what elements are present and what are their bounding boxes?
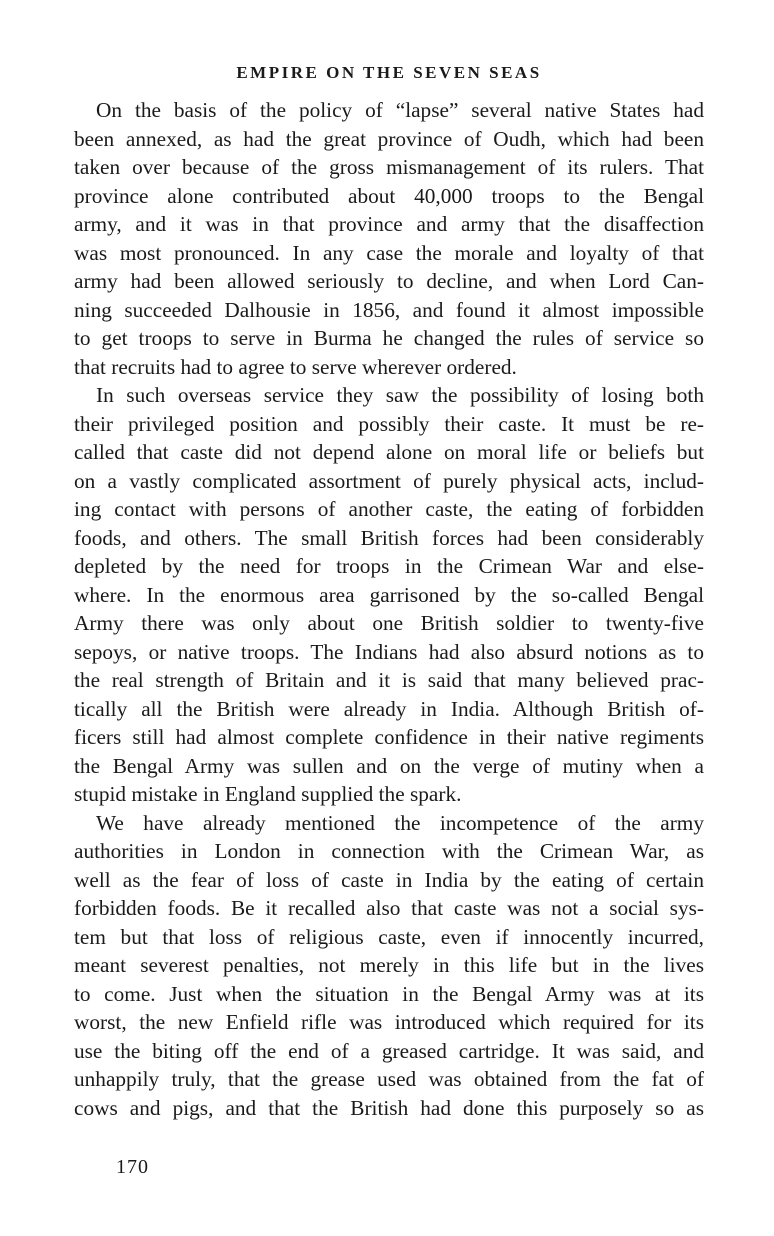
text-line: that recruits had to agree to serve wherever ordered.	[74, 354, 517, 379]
text-line: army, and it was in that province and army that the disaffection	[74, 212, 704, 236]
text-line: Army there was only about one British soldier to twenty-five	[74, 611, 704, 635]
paragraph	[74, 381, 704, 809]
text-line: stupid mistake in England supplied the spark.	[74, 782, 462, 806]
text-line: well as the fear of loss of caste in India by the eating of certain	[74, 867, 704, 892]
text-line: to get troops to serve in Burma he changed the rules of service so	[74, 326, 704, 350]
text-line: depleted by the need for troops in the Crimean War and else-	[74, 554, 704, 578]
text-line: their privileged position and possibly their caste. It must be re-	[74, 411, 704, 436]
text-line: forbidden foods. Be it recalled also that caste was not a social sys-	[74, 896, 704, 920]
text-line: province alone contributed about 40,000 troops to the Bengal	[74, 183, 704, 208]
text-line: taken over because of the gross mismanagement of its rulers. That	[74, 155, 704, 179]
text-line: the Bengal Army was sullen and on the verge of mutiny when a	[74, 753, 704, 778]
running-head: EMPIRE ON THE SEVEN SEAS	[236, 63, 542, 82]
text-line: foods, and others. The small British forces had been considerably	[74, 525, 704, 550]
text-line: the real strength of Britain and it is said that many believed prac-	[74, 668, 704, 692]
text-line: use the biting off the end of a greased cartridge. It was said, and	[74, 1038, 704, 1063]
text-line: where. In the enormous area garrisoned by the so-called Bengal	[74, 582, 704, 607]
text-line: been annexed, as had the great province of Oudh, which had been	[74, 126, 704, 151]
text-line: On the basis of the policy of “lapse” several native States had	[96, 98, 704, 122]
text-line: meant severest penalties, not merely in this life but in the lives	[74, 953, 704, 977]
text-line: ning succeeded Dalhousie in 1856, and found it almost impossible	[74, 297, 704, 322]
text-line: was most pronounced. In any case the morale and loyalty of that	[74, 240, 704, 265]
text-line: worst, the new Enfield rifle was introduced which required for its	[74, 1010, 704, 1034]
text-line: We have already mentioned the incompetence of the army	[96, 810, 704, 835]
text-line: tically all the British were already in India. Although British of-	[74, 696, 704, 721]
text-line: called that caste did not depend alone on moral life or beliefs but	[74, 440, 704, 464]
text-line: sepoys, or native troops. The Indians had also absurd notions as to	[74, 639, 704, 664]
page	[74, 62, 704, 1122]
text-line: authorities in London in connection with the Crimean War, as	[74, 839, 704, 863]
text-line: tem but that loss of religious caste, even if innocently incurred,	[74, 924, 704, 949]
body-text	[74, 96, 704, 1122]
text-line: on a vastly complicated assortment of purely physical acts, includ-	[74, 468, 704, 493]
page-number: 170	[116, 1156, 149, 1178]
text-line: ficers still had almost complete confidence in their native regiments	[74, 725, 704, 749]
paragraph	[74, 96, 704, 381]
text-line: to come. Just when the situation in the Bengal Army was at its	[74, 981, 704, 1006]
text-line: In such overseas service they saw the possibility of losing both	[96, 383, 704, 407]
paragraph	[74, 809, 704, 1123]
text-line: army had been allowed seriously to decline, and when Lord Can-	[74, 269, 704, 293]
text-line: cows and pigs, and that the British had done this purposely so as	[74, 1095, 704, 1120]
text-line: unhappily truly, that the grease used was obtained from the fat of	[74, 1067, 704, 1091]
text-line: ing contact with persons of another caste, the eating of forbidden	[74, 497, 704, 521]
